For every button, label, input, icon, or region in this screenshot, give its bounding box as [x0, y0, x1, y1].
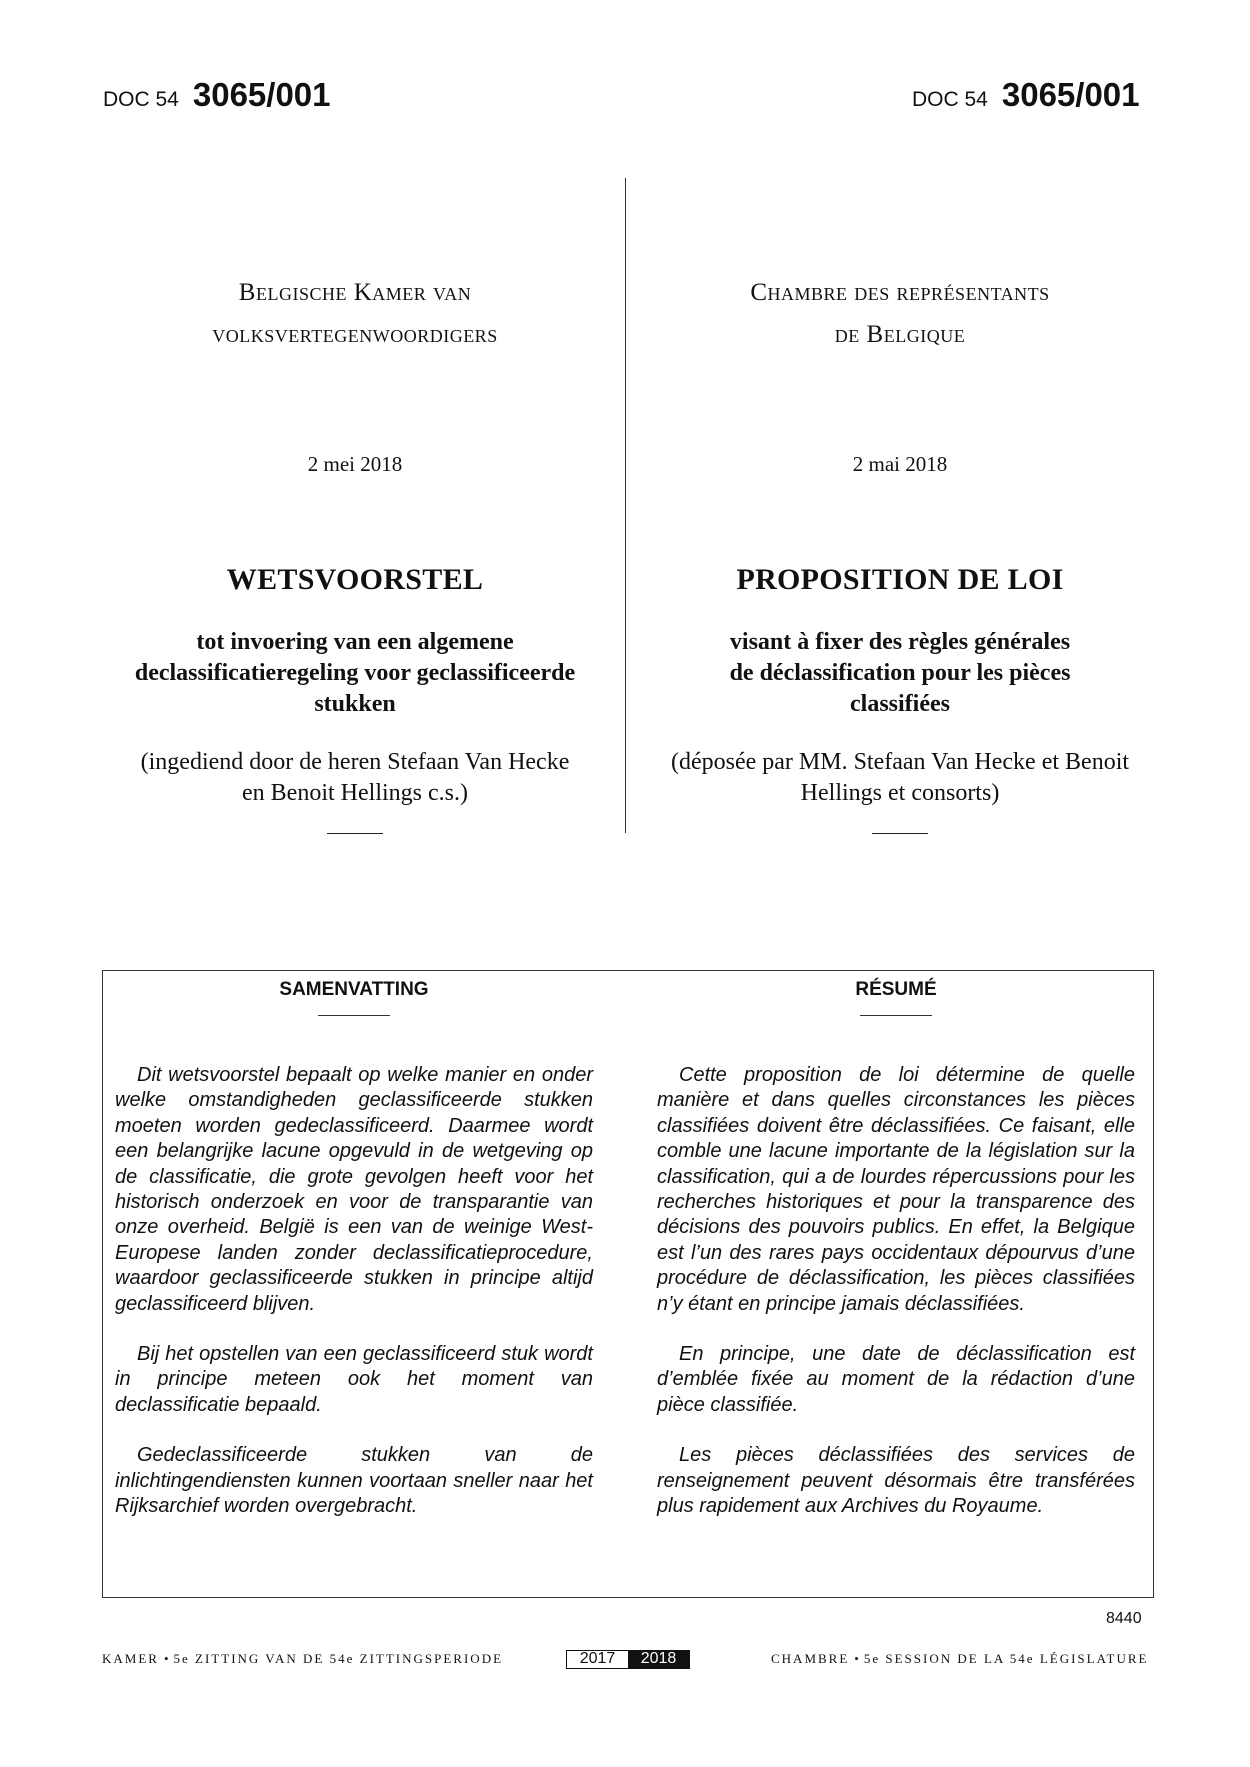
summary-paragraph: En principe, une date de déclassification est d’emblée fixée au moment de la rédaction d’une pièce classifiée. — [657, 1343, 1135, 1416]
chamber-line: volksvertegenwoordigers — [212, 321, 498, 348]
bullet-icon: • — [854, 1651, 859, 1666]
summary-paragraph: Dit wetsvoorstel bepaalt op welke manier en onder welke omstandigheden geclassificeerde stukken moeten worden gedeclassificeerd. Daarmee wordt een belangrijke lacune opgevuld in de wetgeving op de classificatie, die grote gevolgen heeft voor het historisch onderzoek en voor de transparantie van onze overheid. België is een van de weinige West-Europese landen zonder declassificatieprocedure, waardoor geclassificeerde stukken in principe altijd geclassificeerd blijven. — [115, 1064, 593, 1315]
subject-line: declassificatieregeling voor geclassificeerde — [134, 660, 576, 686]
bullet-icon: • — [163, 1651, 169, 1666]
column-divider — [625, 178, 626, 833]
doc-prefix: DOC 54 — [912, 88, 988, 111]
summary-paragraph: Cette proposition de loi détermine de quelle manière et dans quelles circonstances les pièces classifiées doivent être déclassifiées. Ce faisant, elle comble une lacune importante de la législation sur la classification, qui a de lourdes répercussions pour les recherches historiques et pour la transparence des décisions des pouvoirs publics. En effet, la Belgique est l’un des rares pays occidentaux dépourvus d’une procédure de déclassification, les pièces classifiées n’y étant en principe jamais déclassifiées. — [657, 1064, 1135, 1315]
doc-number: 3065/001 — [1001, 76, 1140, 113]
chamber-line: Chambre des représentants — [750, 279, 1050, 306]
document-authors — [640, 747, 1160, 809]
doc-number: 3065/001 — [192, 76, 331, 113]
footer-session: 5e SESSION DE LA 54e LÉGISLATURE — [863, 1651, 1149, 1666]
authors-line: (déposée par MM. Stefaan Van Hecke et Benoit — [670, 749, 1130, 775]
authors-line: (ingediend door de heren Stefaan Van Hecke — [140, 749, 570, 775]
chamber-line: Belgische Kamer van — [238, 279, 472, 306]
authors-line: Hellings et consorts) — [800, 780, 1000, 806]
summary-text — [657, 1063, 1135, 1545]
chamber-name — [95, 272, 615, 356]
summary-heading: RÉSUMÉ — [855, 979, 937, 1000]
footer-chamber: KAMER — [102, 1651, 159, 1666]
footer-right — [771, 1651, 1149, 1667]
subject-line: visant à fixer des règles générales — [729, 629, 1071, 655]
summary-paragraph: Les pièces déclassifiées des services de renseignement peuvent désormais être transférées plus rapidement aux Archives du Royaume. — [657, 1444, 1135, 1518]
doc-reference-right — [912, 76, 1140, 114]
summary-rule — [318, 1015, 390, 1016]
subject-line: stukken — [314, 691, 396, 717]
document-date: 2 mei 2018 — [307, 452, 403, 476]
document-subject — [95, 627, 615, 720]
year-start: 2017 — [567, 1651, 628, 1668]
summary-paragraph: Bij het opstellen van een geclassificeerd stuk wordt in principe meteen ook het moment van declassificatie bepaald. — [115, 1343, 593, 1416]
doc-reference-left — [103, 76, 331, 114]
summary-paragraph: Gedeclassificeerde stukken van de inlichtingendiensten kunnen voortaan sneller naar het Rijksarchief worden overgebracht. — [115, 1444, 593, 1518]
session-years — [566, 1650, 690, 1669]
chamber-line: de Belgique — [834, 321, 966, 348]
summary-heading: SAMENVATTING — [279, 979, 429, 1000]
document-type: WETSVOORSTEL — [226, 563, 484, 596]
year-end: 2018 — [628, 1651, 689, 1668]
subject-line: tot invoering van een algemene — [196, 629, 514, 655]
summary-text — [115, 1063, 593, 1545]
summary-box — [102, 970, 1154, 1598]
doc-prefix: DOC 54 — [103, 88, 179, 111]
short-rule — [872, 833, 928, 834]
document-type: PROPOSITION DE LOI — [736, 563, 1064, 596]
page-code: 8440 — [1106, 1610, 1142, 1627]
summary-rule — [860, 1015, 932, 1016]
document-authors — [95, 747, 615, 809]
footer-left — [102, 1651, 503, 1667]
subject-line: de déclassification pour les pièces — [729, 660, 1071, 686]
footer-session: 5e ZITTING VAN DE 54e ZITTINGSPERIODE — [173, 1651, 504, 1666]
chamber-name — [640, 272, 1160, 356]
short-rule — [327, 833, 383, 834]
subject-line: classifiées — [850, 691, 950, 717]
document-subject — [640, 627, 1160, 720]
footer-chamber: CHAMBRE — [771, 1651, 850, 1666]
authors-line: en Benoit Hellings c.s.) — [242, 780, 468, 806]
document-date: 2 mai 2018 — [852, 452, 948, 476]
